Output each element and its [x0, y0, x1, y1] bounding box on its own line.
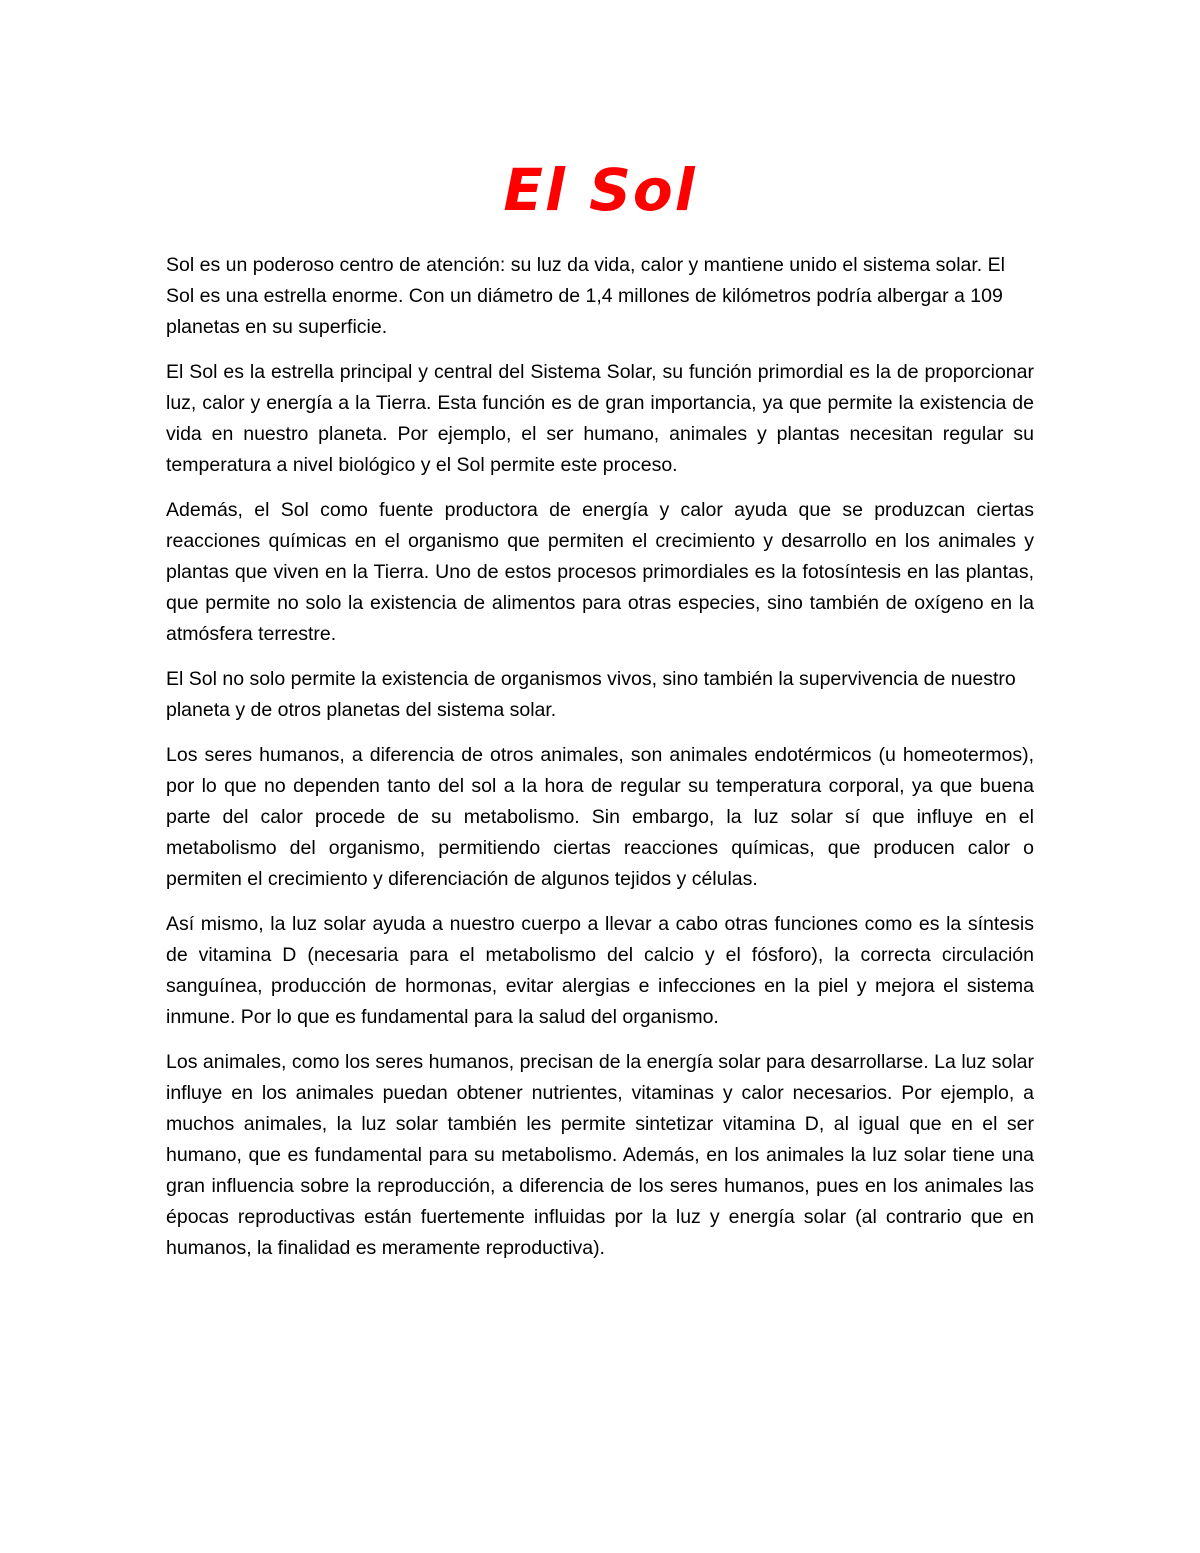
document-body [166, 250, 1034, 1278]
paragraph-humans: Los seres humanos, a diferencia de otros animales, son animales endotérmicos (u homeotermos), por lo que no dependen tanto del sol a la hora de regular su temperatura corporal, ya que buena parte del calor procede de su metabolismo. Sin embargo, la luz solar sí que influye en el metabolismo del organismo, permitiendo ciertas reacciones químicas, que producen calor o permiten el crecimiento y diferenciación de algunos tejidos y células. [166, 744, 1034, 890]
paragraph-main-function: El Sol es la estrella principal y central del Sistema Solar, su función primordial es la de proporcionar luz, calor y energía a la Tierra. Esta función es de gran importancia, ya que permite la existencia de vida en nuestro planeta. Por ejemplo, el ser humano, animales y plantas necesitan regular su temperatura a nivel biológico y el Sol permite este proceso. [166, 361, 1034, 476]
paragraph-animals: Los animales, como los seres humanos, precisan de la energía solar para desarrollarse. La luz solar influye en los animales puedan obtener nutrientes, vitaminas y calor necesarios. Por ejemplo, a muchos animales, la luz solar también les permite sintetizar vitamina D, al igual que en el ser humano, que es fundamental para su metabolismo. Además, en los animales la luz solar tiene una gran influencia sobre la reproducción, a diferencia de los seres humanos, pues en los animales las épocas reproductivas están fuertemente influidas por la luz y energía solar (al contrario que en humanos, la finalidad es meramente reproductiva). [166, 1051, 1034, 1259]
paragraph-planet-survival: El Sol no solo permite la existencia de organismos vivos, sino también la supervivencia de nuestro planeta y de otros planetas del sistema solar. [166, 668, 1016, 721]
document-title: El Sol [503, 156, 697, 224]
paragraph-intro: Sol es un poderoso centro de atención: su luz da vida, calor y mantiene unido el sistema solar. El Sol es una estrella enorme. Con un diámetro de 1,4 millones de kilómetros podría albergar a 109 planetas en su superficie. [166, 254, 1005, 338]
paragraph-chemical-reactions: Además, el Sol como fuente productora de energía y calor ayuda que se produzcan ciertas reacciones químicas en el organismo que permiten el crecimiento y desarrollo en los animales y plantas que viven en la Tierra. Uno de estos procesos primordiales es la fotosíntesis en las plantas, que permite no solo la existencia de alimentos para otras especies, sino también de oxígeno en la atmósfera terrestre. [166, 499, 1034, 645]
paragraph-vitamin-d: Así mismo, la luz solar ayuda a nuestro cuerpo a llevar a cabo otras funciones como es la síntesis de vitamina D (necesaria para el metabolismo del calcio y el fósforo), la correcta circulación sanguínea, producción de hormonas, evitar alergias e infecciones en la piel y mejora el sistema inmune. Por lo que es fundamental para la salud del organismo. [166, 913, 1034, 1028]
